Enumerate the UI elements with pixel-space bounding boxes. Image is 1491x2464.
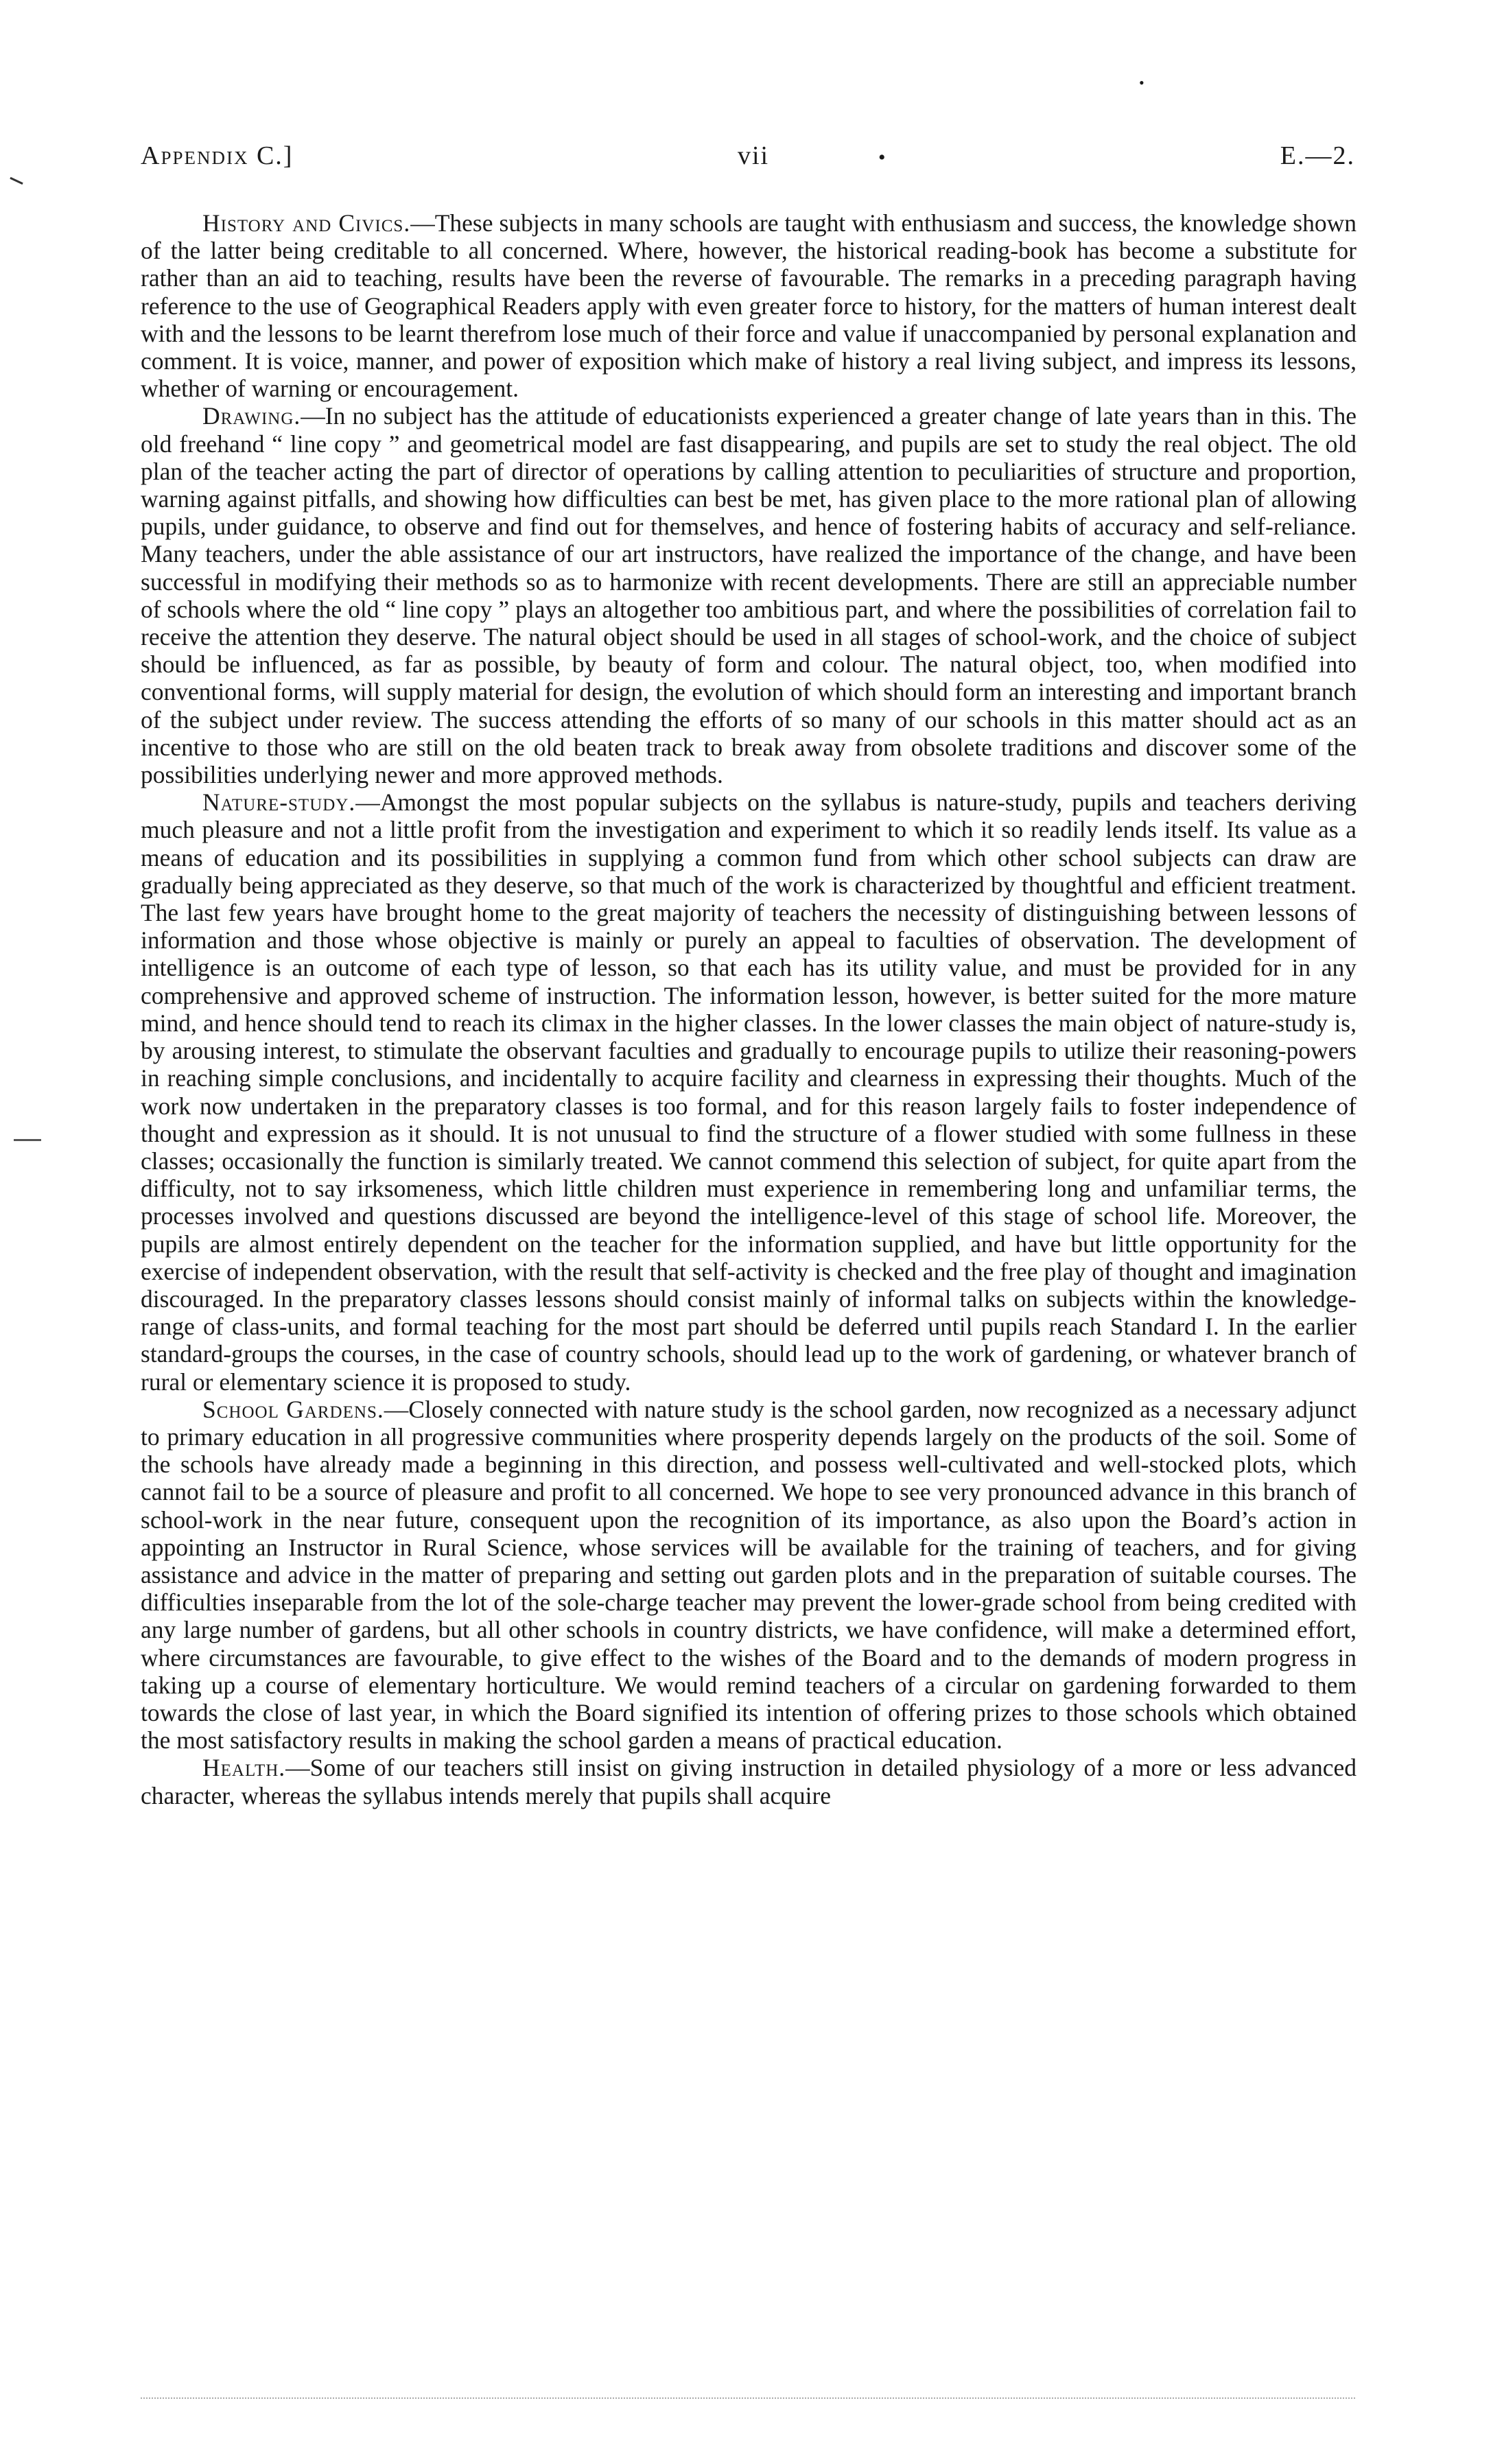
paragraph-school-gardens (141, 1396, 1357, 1755)
document-reference: E.—2. (1280, 141, 1355, 170)
paragraph-text: —Amongst the most popular subjects on the syllabus is nature-study, pupils and teachers deriving much pleasure and not a little profit from the investigation and experiment to which it so readily lends itself. Its value as a means of education and its possibilities in supplying a common fund from which other school subjects can draw are gradually being appreciated as they deserve, so that much of the work is characterized by thoughtful and efficient treatment. The last few years have brought home to the great majority of teachers the necessity of distinguishing between lessons of information and those whose objective is mainly or purely an appeal to faculties of observation. The development of intelligence is an outcome of each type of lesson, so that each has its utility value, and must be provided for in any comprehensive and approved scheme of instruction. The information lesson, however, is better suited for the more mature mind, and hence should tend to reach its climax in the higher classes. In the lower classes the main object of nature-study is, by arousing interest, to stimulate the observant faculties and gradually to encourage pupils to utilize their reasoning-powers in reaching simple conclusions, and incidentally to acquire facility and clearness in expressing their thoughts. Much of the work now undertaken in the preparatory classes is too formal, and for this reason largely fails to foster independence of thought and expression as it should. It is not unusual to find the structure of a flower studied with some fullness in these classes; occasionally the function is similarly treated. We cannot commend this selection of subject, for quite apart from the difficulty, not to say irksomeness, which little children must experience in remembering long and unfamiliar terms, the processes involved and questions discussed are beyond the intelligence-level of this stage of school life. Moreover, the pupils are almost entirely dependent on the teacher for the information supplied, and have but little opportunity for the exercise of independent observation, with the result that self-activity is checked and the free play of thought and imagination discouraged. In the preparatory classes lessons should consist mainly of informal talks on subjects within the knowledge-range of class-units, and formal teaching for the most part should be deferred until pupils reach Standard I. In the earlier standard-groups the courses, in the case of country schools, should lead up to the work of gardening, or whatever branch of rural or elementary science it is proposed to study. (141, 788, 1357, 1396)
header-appendix: Appendix C.] (141, 141, 294, 170)
scan-noise (141, 2393, 1355, 2399)
paragraph-text: —These subjects in many schools are taught with enthusiasm and success, the knowledge shown of the latter being creditable to all concerned. Where, however, the historical reading-book has become a substitute for rather than an aid to teaching, results have been the reverse of favourable. The remarks in a preceding paragraph having reference to the use of Geographical Readers apply with even greater force to history, for the matters of human interest dealt with and the lessons to be learnt therefrom lose much of their force and value if unaccompanied by personal explanation and comment. It is voice, manner, and power of exposition which make of history a real living subject, and impress its lessons, whether of warning or encouragement. (141, 209, 1357, 403)
section-heading: Nature-study. (202, 788, 356, 817)
section-heading: School Gardens. (202, 1395, 384, 1423)
paragraph-history-civics (141, 209, 1357, 402)
paragraph-text: —Closely connected with nature study is the school garden, now recognized as a necessary adjunct to primary education in all progressive communities where prosperity depends largely on the products of the soil. Some of the schools have already made a beginning in this direction, and possess well-cultivated and well-stocked plots, which cannot fail to be a source of pleasure and profit to all concerned. We hope to see very pronounced advance in this branch of school-work in the near future, consequent upon the recognition of its importance, as also upon the Board’s action in appointing an Instructor in Rural Science, whose services will be available for the training of teachers, and for giving assistance and advice in the matter of preparing and setting out garden plots and in the preparation of suitable courses. The difficulties inseparable from the lot of the sole-charge teacher may prevent the lower-grade school from being credited with any large number of gardens, but all other schools in country districts, we have confidence, will make a determined effort, where circumstances are favourable, to give effect to the wishes of the Board and to the demands of modern progress in taking up a course of elementary horticulture. We would remind teachers of a circular on gardening forwarded to them towards the close of last year, in which the Board signified its intention of offering prizes to those schools which obtained the most satisfactory results in making the school garden a means of practical education. (141, 1395, 1357, 1755)
stray-mark: • (878, 146, 887, 169)
running-header (141, 141, 1355, 182)
paragraph-text: —In no subject has the attitude of educationists experienced a greater change of late years than in this. The old freehand “ line copy ” and geometrical model are fast disappearing, and pupils are set to study the real object. The old plan of the teacher acting the part of director of operations by calling attention to peculiarities of structure and proportion, warning against pitfalls, and showing how difficulties can best be met, has given place to the more rational plan of allowing pupils, under guidance, to observe and find out for themselves, and hence of fostering habits of accuracy and self-reliance. Many teachers, under the able assistance of our art instructors, have realized the importance of the change, and have been successful in modifying their methods so as to harmonize with recent developments. There are still an appreciable number of schools where the old “ line copy ” plays an altogether too ambitious part, and where the possibilities of correlation fail to receive the attention they deserve. The natural object should be used in all stages of school-work, and the choice of subject should be influenced, as far as possible, by beauty of form and colour. The natural object, too, when modified into conventional forms, will supply material for design, the evolution of which should form an interesting and important branch of the subject under review. The success attending the efforts of so many of our schools in this matter should act as an incentive to those who are still on the old beaten track to break away from obsolete traditions and discover some of the possibilities underlying newer and more approved methods. (141, 402, 1357, 789)
margin-mark (10, 177, 23, 185)
section-heading: Health. (202, 1754, 286, 1782)
paragraph-nature-study (141, 788, 1357, 1395)
section-heading: History and Civics. (202, 209, 411, 237)
paragraph-text: —Some of our teachers still insist on giving instruction in detailed physiology of a more or less advanced character, whereas the syllabus intends merely that pupils shall acquire (141, 1754, 1357, 1809)
paragraph-drawing (141, 402, 1357, 788)
margin-mark (14, 1139, 41, 1141)
body-text (141, 209, 1357, 1809)
page-number: vii (738, 141, 770, 170)
section-heading: Drawing. (202, 402, 301, 430)
paragraph-health (141, 1754, 1357, 1809)
stray-mark: • (1139, 74, 1144, 91)
